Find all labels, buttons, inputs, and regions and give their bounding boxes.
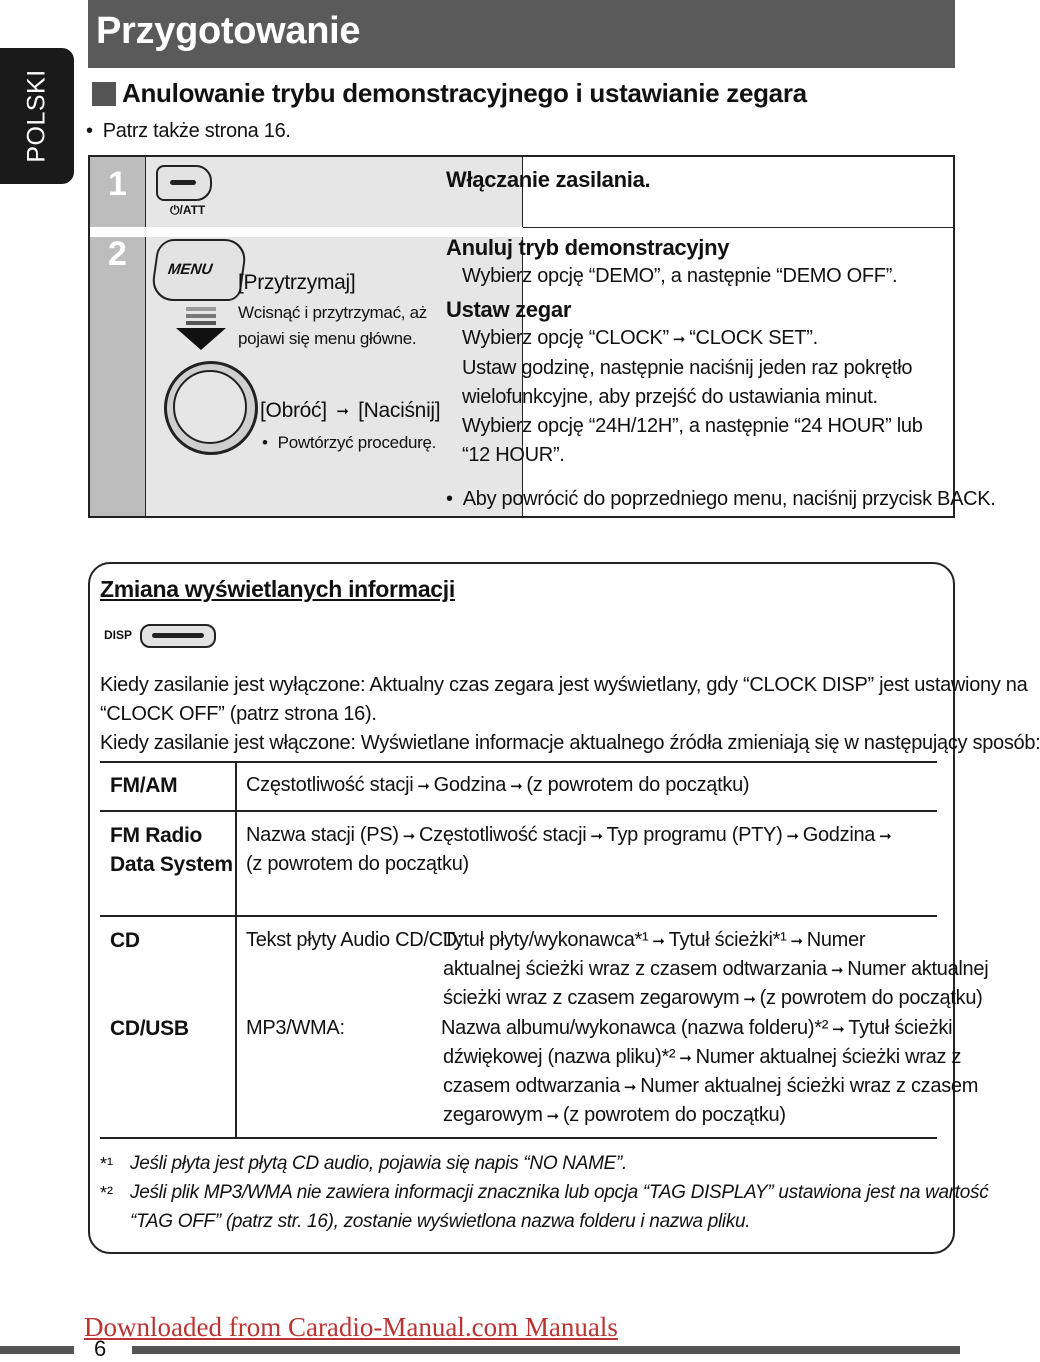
page-title: Przygotowanie — [96, 10, 361, 52]
seq-item: dźwiękowej (nazwa pliku)*² — [443, 1046, 676, 1068]
footnote-1: Jeśli płyta jest płytą CD audio, pojawia się napis “NO NAME”. — [130, 1153, 628, 1174]
fm-am-label: FM/AM — [110, 774, 178, 797]
seq-item: (z powrotem do początku) — [526, 774, 750, 796]
mp3-seq-1 — [441, 1017, 952, 1040]
seq-item: Tytuł ścieżki — [848, 1017, 953, 1039]
display-info-title: Zmiana wyświetlanych informacji — [100, 576, 455, 602]
hold-desc-line-2: pojawi się menu główne. — [238, 329, 417, 348]
seq-item: Numer aktualnej — [847, 958, 989, 980]
see-also-note: • Patrz także strona 16. — [86, 120, 291, 143]
seq-item: ścieżki wraz z czasem zegarowym — [443, 987, 740, 1009]
arrow-icon: ➞ — [790, 932, 803, 950]
rds-label-2: Data System — [110, 853, 233, 876]
language-tab — [0, 48, 74, 184]
arrow-icon: ➞ — [417, 777, 430, 795]
steps-table — [88, 155, 996, 518]
clock-title: Ustaw zegar — [446, 297, 572, 322]
seq-item: zegarowym — [443, 1104, 543, 1126]
seq-item: Numer aktualnej ścieżki wraz z czasem — [640, 1075, 979, 1097]
seq-item: Częstotliwość stacji — [419, 824, 587, 846]
menu-button[interactable] — [150, 239, 249, 301]
mp3-source-label: MP3/WMA: — [246, 1017, 345, 1039]
seq-item: czasem odtwarzania — [443, 1075, 620, 1097]
arrow-icon: ➞ — [830, 961, 844, 979]
power-off-text-2: “CLOCK OFF” (patrz strona 16). — [100, 703, 377, 725]
clock-line-2: Ustaw godzinę, następnie naciśnij jeden raz pokrętło — [462, 357, 913, 379]
table-column-rule — [235, 810, 237, 917]
arrow-icon: ➞ — [590, 827, 603, 845]
power-off-text-1: Kiedy zasilanie jest wyłączone: Aktualny czas zegara jest wyświetlany, gdy “CLOCK DISP” jest ustawiony na — [100, 674, 1028, 696]
hold-desc-line-1: Wcisnąć i przytrzymać, aż — [238, 303, 427, 322]
table-column-rule — [235, 915, 237, 1139]
footnote-1-mark: *¹ — [100, 1154, 113, 1174]
section-square-icon — [92, 82, 116, 106]
table-rule — [100, 1137, 937, 1139]
footer-bar-right — [132, 1346, 960, 1354]
arrow-icon: ➞ — [786, 827, 799, 845]
arrow-icon: ➞ — [546, 1107, 559, 1125]
turn-label: [Obróć] — [260, 399, 327, 422]
seq-item: (z powrotem do początku) — [759, 987, 983, 1009]
clock-set-option: “CLOCK SET”. — [689, 327, 818, 349]
arrow-icon: ➞ — [672, 330, 686, 348]
mp3-seq-3 — [443, 1075, 978, 1098]
step-2-number: 2 — [108, 235, 127, 273]
power-att-label: ⏻/ATT — [170, 203, 206, 217]
rds-sequence-line-2: (z powrotem do początku) — [246, 853, 469, 875]
clock-line-1 — [462, 327, 818, 350]
seq-item: Częstotliwość stacji — [246, 774, 414, 796]
clock-option: Wybierz opcję “CLOCK” — [462, 327, 669, 349]
seq-item: Godzina — [433, 774, 507, 796]
arrow-icon: ➞ — [510, 777, 523, 795]
control-dial[interactable] — [164, 361, 258, 455]
power-att-button[interactable] — [156, 165, 212, 201]
section-title: Anulowanie trybu demonstracyjnego i ustawianie zegara — [122, 78, 807, 108]
press-arrow-icon — [176, 328, 226, 350]
seq-item: aktualnej ścieżki wraz z czasem odtwarzania — [443, 958, 827, 980]
footnote-2-line-2: “TAG OFF” (patrz str. 16), zostanie wyświetlona nazwa folderu i nazwa pliku. — [130, 1211, 751, 1232]
turn-press-instruction — [260, 399, 440, 423]
power-on-text: Kiedy zasilanie jest włączone: Wyświetlane informacje aktualnego źródła zmieniają się w następujący sposób: — [100, 732, 1040, 754]
clock-line-5: “12 HOUR”. — [462, 444, 565, 466]
mp3-seq-2 — [443, 1046, 961, 1069]
seq-item: Godzina — [802, 824, 876, 846]
demo-text: Wybierz opcję “DEMO”, a następnie “DEMO OFF”. — [462, 265, 898, 287]
language-label: POLSKI — [22, 69, 51, 163]
page-header — [88, 0, 955, 68]
step-number-column — [90, 157, 145, 516]
seq-item: (z powrotem do początku) — [562, 1104, 786, 1126]
rds-label-1: FM Radio — [110, 824, 203, 847]
arrow-icon: ➞ — [679, 1049, 692, 1067]
rds-sequence-line-1 — [246, 824, 895, 847]
clock-line-3: wielofunkcyjne, aby przejść do ustawiania minut. — [462, 386, 878, 408]
seq-item: Tytuł płyty/wykonawca*¹ — [443, 929, 649, 951]
arrow-icon: ➞ — [402, 827, 415, 845]
mp3-seq-4 — [443, 1104, 786, 1127]
page-number: 6 — [94, 1336, 107, 1361]
arrow-icon: ➞ — [879, 827, 892, 845]
table-rule — [100, 761, 937, 763]
menu-button-label: MENU — [166, 261, 214, 278]
cd-usb-label: CD/USB — [110, 1017, 189, 1040]
press-line-2 — [186, 314, 216, 318]
repeat-note: • Powtórzyć procedurę. — [262, 433, 436, 453]
table-column-rule — [235, 761, 237, 812]
seq-item: Nazwa stacji (PS) — [246, 824, 399, 846]
step-1-number: 1 — [108, 165, 127, 203]
cd-seq-3 — [443, 987, 983, 1010]
press-label: [Naciśnij] — [358, 399, 441, 422]
arrow-icon: ➞ — [623, 1078, 637, 1096]
download-link[interactable]: Downloaded from Caradio-Manual.com Manuals — [84, 1312, 618, 1342]
seq-item: Typ programu (PTY) — [606, 824, 783, 846]
back-note: • Aby powrócić do poprzedniego menu, naciśnij przycisk BACK. — [446, 488, 996, 511]
cd-seq-1 — [443, 929, 865, 952]
arrow-icon: ➞ — [336, 403, 349, 421]
step-1-text: Włączanie zasilania. — [446, 167, 651, 192]
seq-item: Nazwa albumu/wykonawca (nazwa folderu)*² — [441, 1017, 829, 1039]
hold-label: [Przytrzymaj] — [238, 271, 356, 294]
seq-item: Numer — [806, 929, 866, 951]
seq-item: Tytuł ścieżki*¹ — [668, 929, 787, 951]
disp-button[interactable] — [140, 624, 216, 648]
press-line-3 — [186, 321, 216, 325]
table-rule — [100, 810, 937, 812]
seq-item: Numer aktualnej ścieżki wraz z — [695, 1046, 962, 1068]
footnote-2-line-1: Jeśli plik MP3/WMA nie zawiera informacji znacznika lub opcja “TAG DISPLAY” ustawiona jest na wartość — [130, 1182, 989, 1203]
press-line-1 — [186, 307, 216, 311]
cd-seq-2 — [443, 958, 988, 981]
footer-bar-left — [0, 1346, 74, 1354]
row-divider — [523, 227, 955, 228]
arrow-icon: ➞ — [832, 1020, 845, 1038]
cd-label: CD — [110, 929, 140, 952]
disp-label: DISP — [104, 628, 133, 642]
arrow-icon: ➞ — [743, 990, 756, 1008]
table-rule — [100, 915, 937, 917]
demo-title: Anuluj tryb demonstracyjny — [446, 235, 730, 260]
display-info-box — [88, 562, 955, 1254]
fm-am-sequence — [246, 774, 749, 797]
footnote-2-mark: *² — [100, 1183, 113, 1203]
clock-line-4: Wybierz opcję “24H/12H”, a następnie “24 HOUR” lub — [462, 415, 923, 437]
cd-source-label: Tekst płyty Audio CD/CD: — [246, 929, 463, 951]
arrow-icon: ➞ — [652, 932, 665, 950]
